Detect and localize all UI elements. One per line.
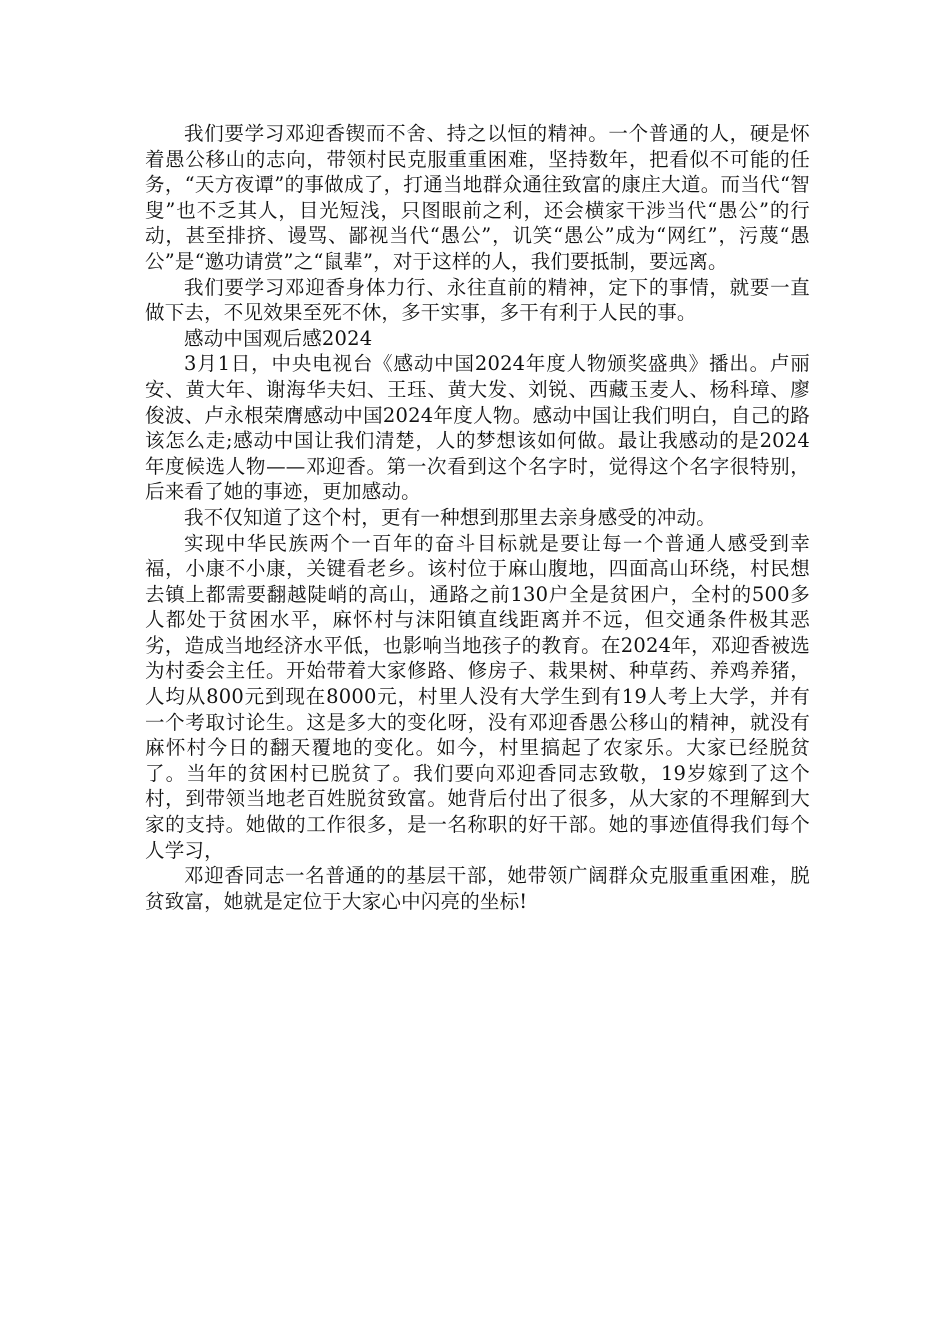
- section-heading: 感动中国观后感2024: [184, 326, 373, 350]
- paragraph-village-impulse: 我不仅知道了这个村，更有一种想到那里去亲身感受的冲动。: [184, 505, 716, 529]
- paragraph-learn-perseverance: 我们要学习邓迎香锲而不舍、持之以恒的精神。一个普通的人，硬是怀着愚公移山的志向，带领村民克服重重困难，坚持数年，把看似不可能的任务，“天方夜谭”的事做成了，打通当地群众通往致富的康庄大道。而当代“智叟”也不乏其人，目光短浅，只图眼前之利，还会横家干涉当代“愚公”的行动，甚至排挤、谩骂、鄙视当代“愚公”，讥笑“愚公”成为“网红”，污蔑“愚公”是“邀功请赏”之“鼠辈”，对于这样的人，我们要抵制，要远离。: [145, 122, 810, 273]
- paragraph-conclusion: 邓迎香同志一名普通的的基层干部，她带领广阔群众克服重重困难，脱贫致富，她就是定位于大家心中闪亮的坐标!: [145, 864, 810, 913]
- document-body: [145, 121, 810, 914]
- paragraph-village-story: 实现中华民族两个一百年的奋斗目标就是要让每一个普通人感受到幸福，小康不小康，关键看老乡。该村位于麻山腹地，四面高山环绕，村民想去镇上都需要翻越陡峭的高山，通路之前130户全是贫困户，全村的500多人都处于贫困水平，麻怀村与沫阳镇直线距离并不远，但交通条件极其恶劣，造成当地经济水平低，也影响当地孩子的教育。在2024年，邓迎香被选为村委会主任。开始带着大家修路、修房子、栽果树、种草药、养鸡养猪，人均从800元到现在8000元，村里人没有大学生到有19人考上大学，并有一个考取讨论生。这是多大的变化呀，没有邓迎香愚公移山的精神，就没有麻怀村今日的翻天覆地的变化。如今，村里搞起了农家乐。大家已经脱贫了。当年的贫困村已脱贫了。我们要向邓迎香同志致敬，19岁嫁到了这个村，到带领当地老百姓脱贫致富。她背后付出了很多，从大家的不理解到大家的支持。她做的工作很多，是一名称职的好干部。她的事迹值得我们每个人学习，: [145, 531, 810, 862]
- paragraph-broadcast: 3月1日，中央电视台《感动中国2024年度人物颁奖盛典》播出。卢丽安、黄大年、谢海华夫妇、王珏、黄大发、刘锐、西藏玉麦人、杨科璋、廖俊波、卢永根荣膺感动中国2024年度人物。感动中国让我们明白，自己的路该怎么走;感动中国让我们清楚，人的梦想该如何做。最让我感动的是2024年度候选人物——邓迎香。第一次看到这个名字时，觉得这个名字很特别，后来看了她的事迹，更加感动。: [145, 352, 810, 504]
- paragraph-learn-action: 我们要学习邓迎香身体力行、永往直前的精神，定下的事情，就要一直做下去，不见效果至死不休，多干实事，多干有利于人民的事。: [145, 275, 810, 325]
